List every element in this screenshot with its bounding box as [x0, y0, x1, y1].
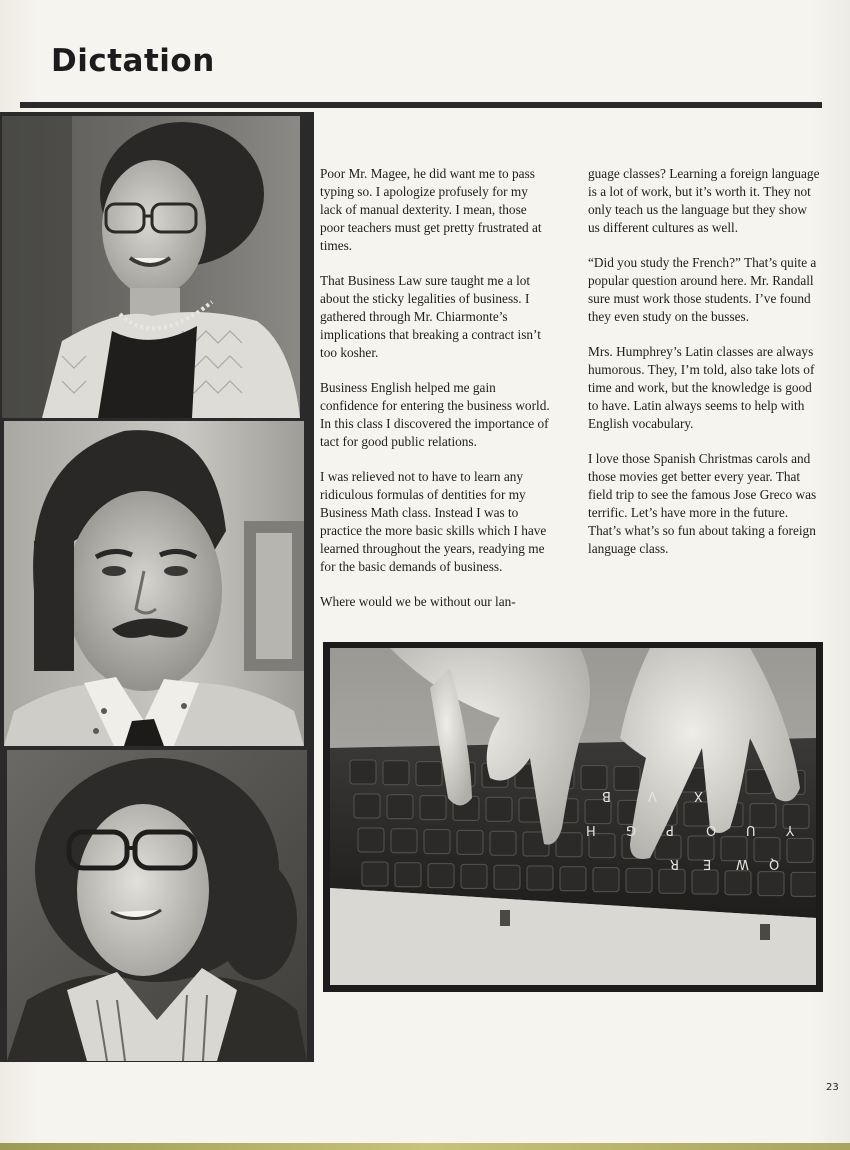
keycap-label: B [602, 788, 611, 803]
keycap-label: E [703, 856, 712, 871]
page-title: Dictation [51, 43, 215, 79]
keycap-label: P [666, 822, 674, 837]
paragraph: Mrs. Humphrey’s Latin classes are always humorous. They, I’m told, also take lots of time and work, but the knowledge is good to have. Latin always seems to help with English vocabulary. [588, 344, 815, 431]
title-rule [20, 102, 822, 108]
keycap-label: Y [786, 822, 794, 837]
paragraph: That Business Law sure taught me a lot about the sticky legalities of business. I gathered through Mr. Chiarmonte’s implications that breaking a contract isn’t too kosher. [320, 273, 541, 360]
keycap-label: G [626, 822, 637, 837]
paragraph: I was relieved not to have to learn any ridiculous formulas of dentities for my Business Math class. Instead I was to practice the more basic skills which I have learned throughout the years, readying me for the basic demands of business. [320, 469, 547, 574]
keycap-label: R [670, 856, 680, 871]
paragraph: Poor Mr. Magee, he did want me to pass typing so. I apologize profusely for my lack of manual dexterity. I mean, those poor teachers must get pretty frustrated at times. [320, 166, 542, 253]
paragraph: “Did you study the French?” That’s quite a popular question around here. Mr. Randall sure must work those students. I’ve found they even study on the busses. [588, 255, 817, 324]
keycap-label: Q [769, 856, 780, 871]
keycap-label: U [746, 822, 756, 837]
paragraph: guage classes? Learning a foreign language is a lot of work, but it’s worth it. They not only teach us the language but they show us different cultures as well. [588, 166, 820, 235]
paragraph: Business English helped me gain confidence for entering the business world. In this class I discovered the importance of tact for good public relations. [320, 380, 550, 449]
page-number: 23 [826, 1082, 839, 1093]
keycap-label: W [736, 856, 749, 871]
keycap-label: H [586, 822, 596, 837]
photo-teacher-woman-round-glasses [7, 750, 307, 1061]
keycap-label: O [706, 822, 717, 837]
paragraph: Where would we be without our lan- [320, 594, 516, 609]
photo-hands-on-keyboard [330, 648, 816, 985]
page-bottom-edge [0, 1143, 850, 1150]
paragraph: I love those Spanish Christmas carols and those movies get better every year. That field trip to see the famous Jose Greco was terrific. Let’s have more in the future. That’s what’s so fun about taking a foreign language class. [588, 451, 817, 556]
keycap-label: X [694, 788, 703, 803]
photo-teacher-woman-glasses [2, 116, 300, 418]
keycap-label: V [648, 788, 657, 803]
article-column-left [320, 165, 552, 628]
photo-teacher-man-mustache [4, 421, 304, 746]
article-column-right [588, 165, 820, 575]
